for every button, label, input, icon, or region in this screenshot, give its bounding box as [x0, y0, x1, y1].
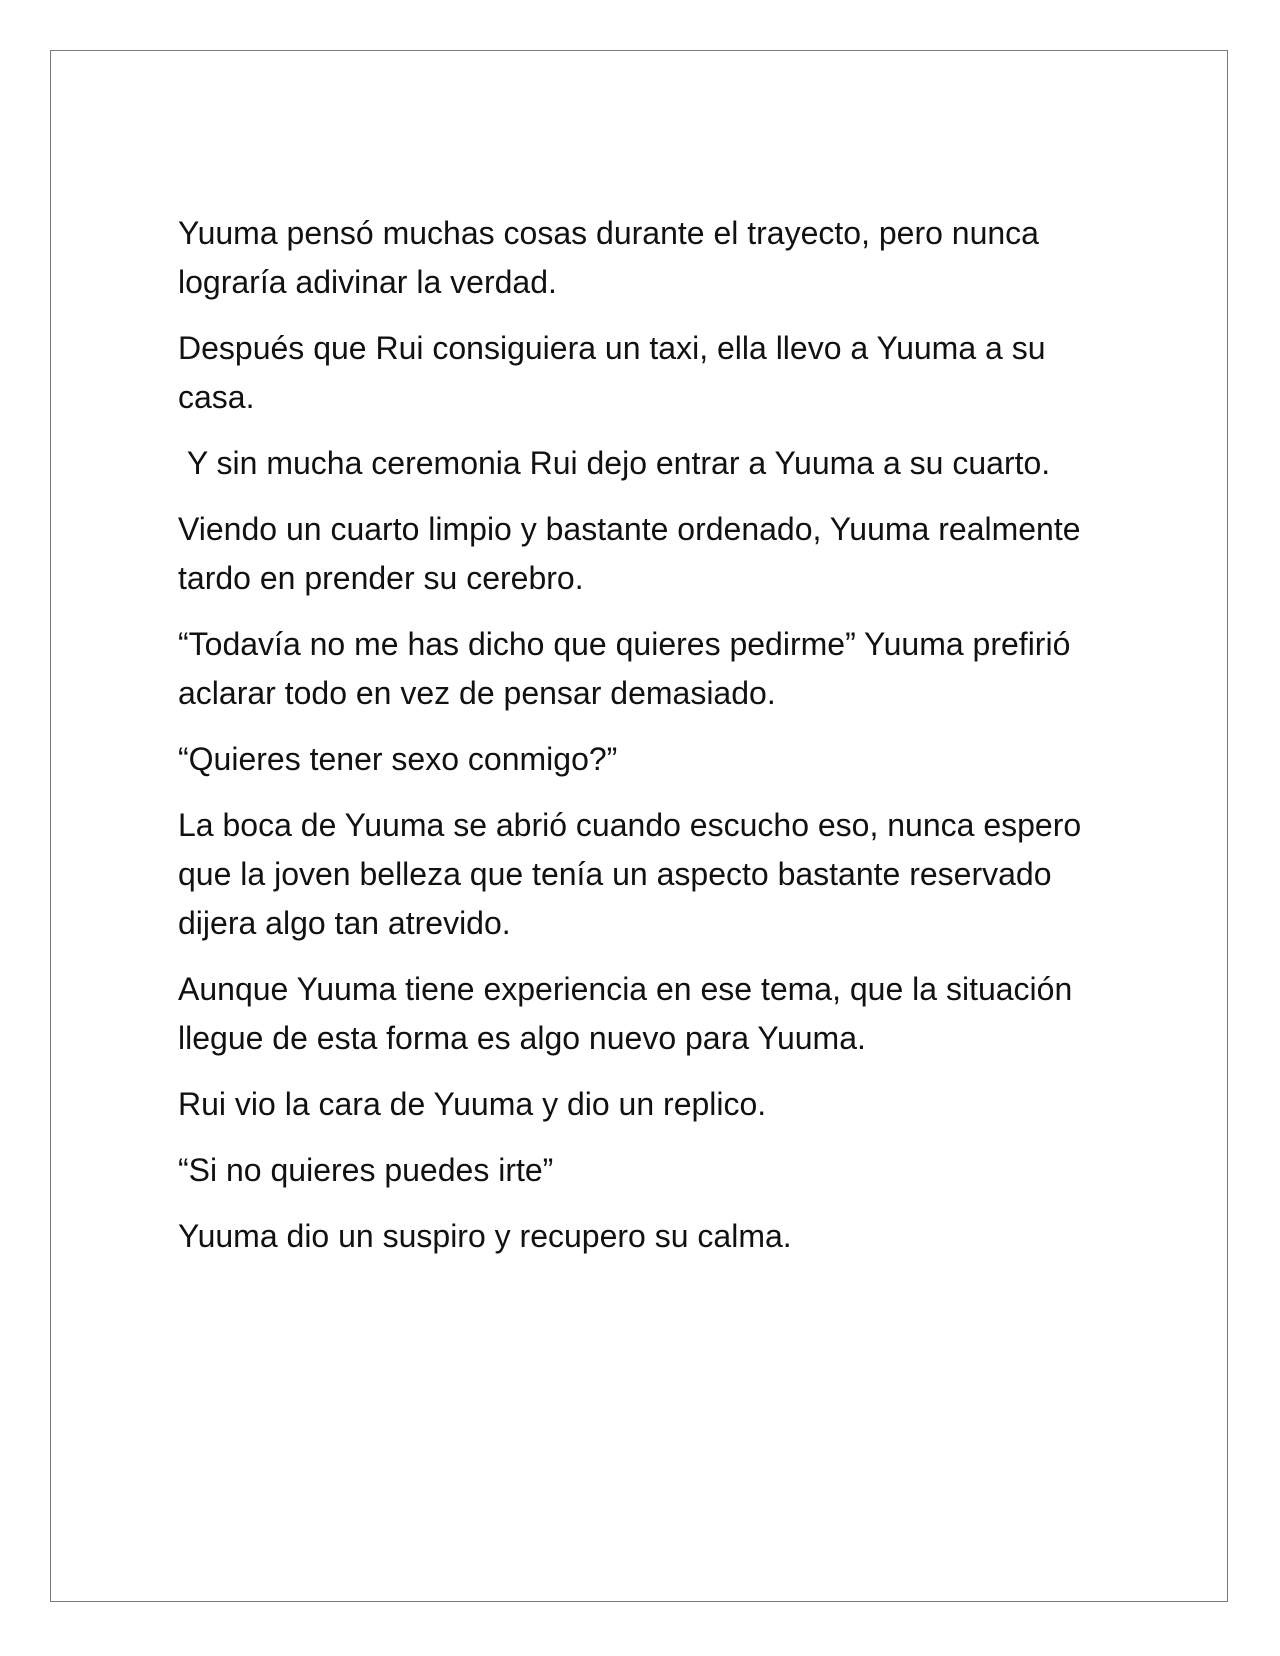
document-body — [178, 209, 1118, 1278]
paragraph: Y sin mucha ceremonia Rui dejo entrar a Yuuma a su cuarto. — [178, 445, 1051, 481]
paragraph: Viendo un cuarto limpio y bastante ordenado, Yuuma realmente tardo en prender su cerebro. — [178, 511, 1090, 596]
paragraph: “Si no quieres puedes irte” — [178, 1152, 554, 1188]
paragraph: Aunque Yuuma tiene experiencia en ese tema, que la situación llegue de esta forma es algo nuevo para Yuuma. — [178, 971, 1082, 1056]
paragraph: Rui vio la cara de Yuuma y dio un replico. — [178, 1086, 767, 1122]
document-page — [50, 50, 1228, 1602]
paragraph: Después que Rui consiguiera un taxi, ella llevo a Yuuma a su casa. — [178, 330, 1055, 415]
paragraph: Yuuma dio un suspiro y recupero su calma. — [178, 1218, 792, 1254]
paragraph: Yuuma pensó muchas cosas durante el trayecto, pero nunca lograría adivinar la verdad. — [178, 215, 1048, 300]
paragraph: La boca de Yuuma se abrió cuando escucho eso, nunca espero que la joven belleza que tenía un aspecto bastante reservado dijera algo tan atrevido. — [178, 807, 1091, 941]
paragraph: “Quieres tener sexo conmigo?” — [178, 741, 618, 777]
paragraph: “Todavía no me has dicho que quieres pedirme” Yuuma prefirió aclarar todo en vez de pensar demasiado. — [178, 626, 1080, 711]
